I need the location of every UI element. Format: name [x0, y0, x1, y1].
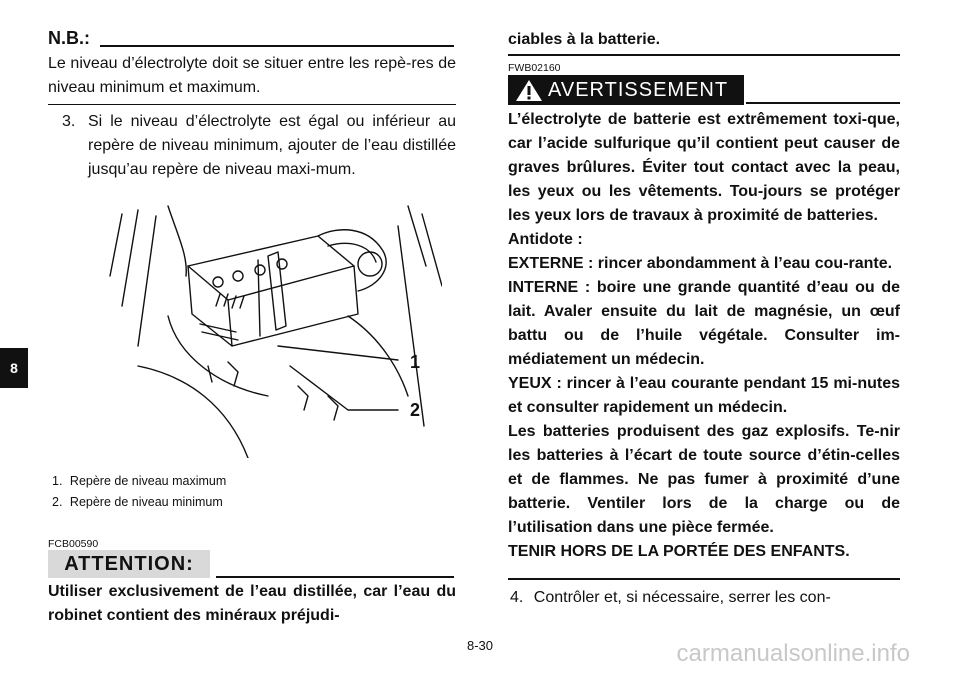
warning-paragraph-2: Antidote :: [508, 231, 583, 248]
warning-code: FWB02160: [508, 62, 561, 74]
warning-badge: [508, 75, 744, 105]
continuation-rule: [508, 54, 900, 56]
step-4-number: 4.: [510, 589, 524, 606]
warning-rule: [746, 102, 900, 104]
warning-paragraph-7: TENIR HORS DE LA PORTÉE DES ENFANTS.: [508, 543, 850, 560]
attention-text: Utiliser exclusivement de l’eau distillée, car l’eau du robinet contient des minéraux préjudi-: [48, 583, 456, 624]
attention-badge: [48, 550, 210, 578]
step-4-text: Contrôler et, si nécessaire, serrer les con-: [533, 589, 831, 606]
warning-triangle-icon: [514, 77, 544, 103]
nb-end-rule: [48, 104, 456, 105]
callout-2: 2: [410, 400, 421, 420]
legend-item-2-label: Repère de niveau minimum: [69, 495, 223, 509]
legend-item-2-num: 2.: [52, 495, 63, 509]
warning-paragraph-5: YEUX : rincer à l’eau courante pendant 15 mi-nutes et consulter rapidement un médecin.: [508, 375, 900, 416]
legend-item-1: [52, 474, 226, 488]
attention-title: ATTENTION:: [64, 552, 194, 575]
battery-illustration: [108, 196, 442, 458]
warning-title: AVERTISSEMENT: [548, 78, 729, 101]
chapter-tab: [0, 348, 28, 388]
callout-1: 1: [410, 352, 421, 372]
nb-title: N.B.:: [48, 28, 90, 48]
warning-end-rule: [508, 578, 900, 580]
continuation-text: ciables à la batterie.: [508, 31, 661, 48]
warning-paragraph-1: L’électrolyte de batterie est extrêmement toxi-que, car l’acide sulfurique qu’il contient peut causer de graves brûlures. Éviter tout contact avec la peau, les yeux ou les vêtements. Tou-jours se protéger les yeux lors de travaux à proximité de batteries.: [508, 111, 900, 224]
nb-text: Le niveau d’électrolyte doit se situer entre les repè-res de niveau minimum et maximum.: [48, 55, 456, 96]
chapter-tab-label: 8: [10, 360, 18, 376]
legend-item-2: [52, 495, 223, 509]
warning-paragraph-6: Les batteries produisent des gaz explosifs. Te-nir les batteries à l’écart de toute source d’étin-celles et de flammes. Ne pas fumer à proximité d’une batterie. Ventiler lors de la charge ou de l’utilisation dans une pièce fermée.: [508, 423, 900, 536]
warning-body: [508, 108, 900, 564]
step-3-text: Si le niveau d’électrolyte est égal ou inférieur au repère de niveau minimum, ajouter de l’eau distillée jusqu’au repère de niveau maxi-mum.: [88, 113, 456, 178]
attention-code: FCB00590: [48, 538, 99, 550]
warning-paragraph-3: EXTERNE : rincer abondamment à l’eau cou-rante.: [508, 255, 893, 272]
attention-rule: [216, 576, 454, 578]
watermark[interactable]: carmanualsonline.info: [676, 640, 910, 667]
legend-item-1-num: 1.: [52, 474, 63, 488]
step-3-number: 3.: [62, 113, 76, 130]
step-4: [508, 586, 900, 610]
warning-paragraph-4: INTERNE : boire une grande quantité d’eau ou de lait. Avaler ensuite du lait de magnésie, un œuf battu ou de l’huile végétale. Consulter im-médiatement un médecin.: [508, 279, 900, 368]
nb-title-rule: [100, 45, 454, 47]
step-3: [64, 110, 456, 182]
legend-item-1-label: Repère de niveau maximum: [69, 474, 227, 488]
page-number: 8-30: [466, 638, 494, 653]
